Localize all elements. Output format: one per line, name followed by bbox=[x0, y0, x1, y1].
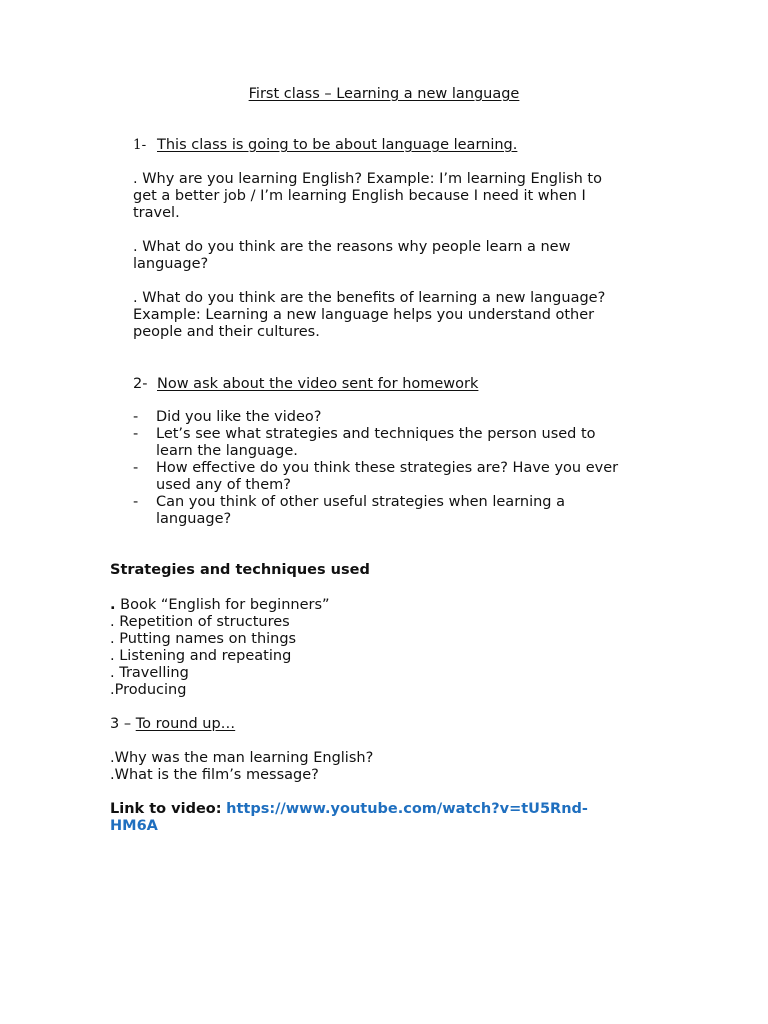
section-1-heading: This class is going to be about language learning. bbox=[157, 137, 518, 153]
list-bullet: - bbox=[133, 409, 139, 425]
paragraph-line: . What do you think are the benefits of learning a new language? bbox=[133, 290, 606, 306]
paragraph-line: Example: Learning a new language helps you understand other bbox=[133, 307, 595, 323]
question-why-learning-english bbox=[133, 171, 602, 222]
list-bullet: . bbox=[110, 597, 116, 613]
paragraph-line: . Why are you learning English? Example: I’m learning English to bbox=[133, 171, 602, 187]
question-reasons-to-learn bbox=[133, 239, 570, 273]
round-up-questions bbox=[110, 750, 373, 784]
paragraph-line: get a better job / I’m learning English because I need it when I bbox=[133, 188, 586, 204]
video-link-block bbox=[110, 801, 588, 835]
section-2-number: 2- bbox=[133, 376, 148, 392]
section-3-number: 3 – bbox=[110, 716, 136, 732]
list-item: .Producing bbox=[110, 682, 187, 698]
list-item-text: language? bbox=[156, 511, 232, 527]
list-item-text: Book “English for beginners” bbox=[115, 597, 330, 613]
strategies-heading-block bbox=[110, 562, 370, 579]
list-item-text: learn the language. bbox=[156, 443, 298, 459]
list-item-text: Let’s see what strategies and techniques the person used to bbox=[156, 426, 596, 442]
round-up-question: .What is the film’s message? bbox=[110, 767, 319, 783]
list-item: . Listening and repeating bbox=[110, 648, 292, 664]
list-item-text: Did you like the video? bbox=[156, 409, 322, 425]
section-1-number: 1- bbox=[133, 137, 147, 153]
question-benefits-of-learning bbox=[133, 290, 605, 341]
paragraph-line: travel. bbox=[133, 205, 180, 221]
list-item-text: used any of them? bbox=[156, 477, 291, 493]
round-up-question: .Why was the man learning English? bbox=[110, 750, 374, 766]
paragraph-line: people and their cultures. bbox=[133, 324, 320, 340]
list-item: . Travelling bbox=[110, 665, 189, 681]
list-bullet: - bbox=[133, 460, 139, 476]
section-3-heading: To round up… bbox=[135, 716, 236, 732]
list-item bbox=[133, 494, 673, 528]
strategies-heading: Strategies and techniques used bbox=[110, 562, 370, 578]
list-item bbox=[110, 597, 330, 614]
video-link-url[interactable]: https://www.youtube.com/watch?v=tU5Rnd- bbox=[226, 801, 588, 817]
list-bullet: - bbox=[133, 494, 139, 510]
paragraph-line: language? bbox=[133, 256, 209, 272]
list-item-text: How effective do you think these strategies are? Have you ever bbox=[156, 460, 619, 476]
list-item: . Putting names on things bbox=[110, 631, 297, 647]
video-link-label: Link to video: bbox=[110, 801, 222, 817]
section-3-heading-row bbox=[110, 716, 235, 733]
list-item: . Repetition of structures bbox=[110, 614, 290, 630]
strategies-list bbox=[110, 597, 330, 699]
list-item-text: Can you think of other useful strategies when learning a bbox=[156, 494, 566, 510]
video-link-url-continued[interactable]: HM6A bbox=[110, 818, 158, 834]
list-item bbox=[133, 409, 673, 426]
list-item bbox=[133, 460, 673, 494]
list-bullet: - bbox=[133, 426, 139, 442]
video-link-line bbox=[110, 801, 588, 818]
document-title: First class – Learning a new language bbox=[248, 86, 520, 102]
document-title-block bbox=[0, 86, 768, 103]
list-item bbox=[133, 426, 673, 460]
section-3-heading-line bbox=[110, 716, 235, 733]
section-2-heading: Now ask about the video sent for homework bbox=[157, 376, 479, 392]
paragraph-line: . What do you think are the reasons why people learn a new bbox=[133, 239, 571, 255]
